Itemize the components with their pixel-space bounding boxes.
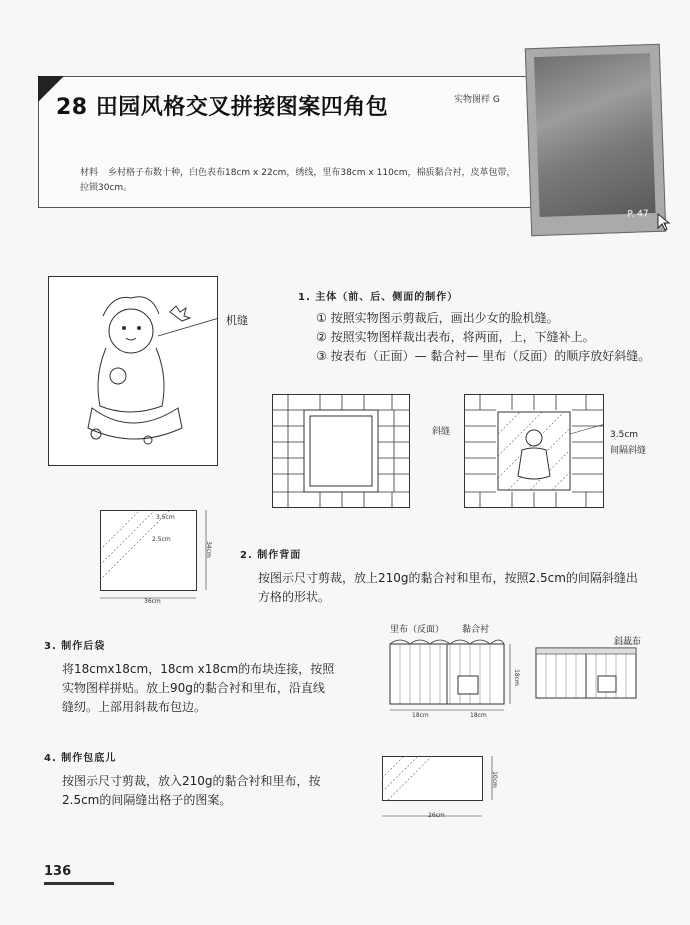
label-diagonal: 斜缝 — [432, 427, 451, 437]
page-number-bar — [44, 882, 114, 885]
photo-caption: P. 47 — [627, 209, 649, 220]
rear-pocket-dim-b: 18cm — [470, 712, 487, 719]
page-number: 136 — [44, 864, 72, 879]
label-lining: 里布（反面） — [390, 625, 445, 635]
label-spacing-text: 间隔斜缝 — [610, 446, 647, 456]
back-dim-height: 34cm — [204, 541, 212, 558]
back-panel-diagram — [100, 510, 212, 602]
main-step-3: ③ 按表布（正面）— 黏合衬— 里布（反面）的顺序放好斜缝。 — [316, 349, 651, 363]
rear-pocket-bound-diagram — [534, 642, 640, 704]
back-dim-a: 3.5cm — [156, 514, 175, 521]
photo-image — [534, 53, 656, 217]
sample-label: 实物图样 G — [454, 95, 500, 105]
label-machine-stitch: 机缝 — [226, 314, 248, 327]
section-main-heading: 1. 主体（前、后、侧面的制作） — [298, 292, 459, 303]
patchwork-front-diagram — [272, 394, 410, 508]
back-text-line2: 方格的形状。 — [258, 590, 331, 604]
main-step-1: ① 按照实物图示剪裁后，画出少女的脸机缝。 — [316, 311, 559, 325]
product-photo — [525, 44, 666, 237]
rear-pocket-text-line1: 将18cmx18cm，18cm x18cm的布块连接，按照 — [62, 662, 335, 676]
section-back-heading: 2. 制作背面 — [240, 550, 302, 561]
girl-face-illustration — [48, 276, 218, 466]
bottom-text-line2: 2.5cm的间隔缝出格子的图案。 — [62, 793, 232, 807]
rear-pocket-diagram — [386, 634, 522, 718]
back-text-line1: 按图示尺寸剪裁，放上210g的黏合衬和里布，按照2.5cm的间隔斜缝出 — [258, 571, 638, 585]
bottom-dim-height: 10cm — [490, 771, 498, 788]
rear-pocket-dim-h: 18cm — [512, 669, 520, 686]
label-spacing-value: 3.5cm — [610, 430, 639, 440]
bottom-text-line1: 按图示尺寸剪裁，放入210g的黏合衬和里布，按 — [62, 774, 321, 788]
label-interfacing: 黏合衬 — [462, 625, 490, 635]
materials-label: 材料 — [80, 168, 99, 178]
section-bottom-heading: 4. 制作包底儿 — [44, 753, 117, 764]
bottom-dim-width: 26cm — [428, 812, 445, 819]
patchwork-quilted-diagram — [464, 394, 604, 508]
back-dim-width: 36cm — [144, 598, 161, 605]
label-bias-binding: 斜裁布 — [614, 637, 642, 647]
section-rear-pocket-heading: 3. 制作后袋 — [44, 641, 106, 652]
page-title: 28 田园风格交叉拼接图案四角包 — [56, 95, 389, 120]
back-dim-b: 2.5cm — [152, 536, 171, 543]
rear-pocket-text-line3: 缝纫。上部用斜裁布包边。 — [62, 700, 207, 714]
rear-pocket-text-line2: 实物图样拼贴。放上90g的黏合衬和里布，沿直线 — [62, 681, 325, 695]
rear-pocket-dim-a: 18cm — [412, 712, 429, 719]
main-step-2: ② 按照实物图样裁出表布，将两面，上，下缝补上。 — [316, 330, 595, 344]
cursor-arrow-icon — [656, 212, 672, 232]
materials-text: 乡村格子布数十种，白色表布18cm x 22cm，绣线，里布38cm x 110cm，棉质黏合衬，皮革包带，拉锁30cm。 — [80, 168, 516, 193]
materials — [80, 166, 520, 196]
